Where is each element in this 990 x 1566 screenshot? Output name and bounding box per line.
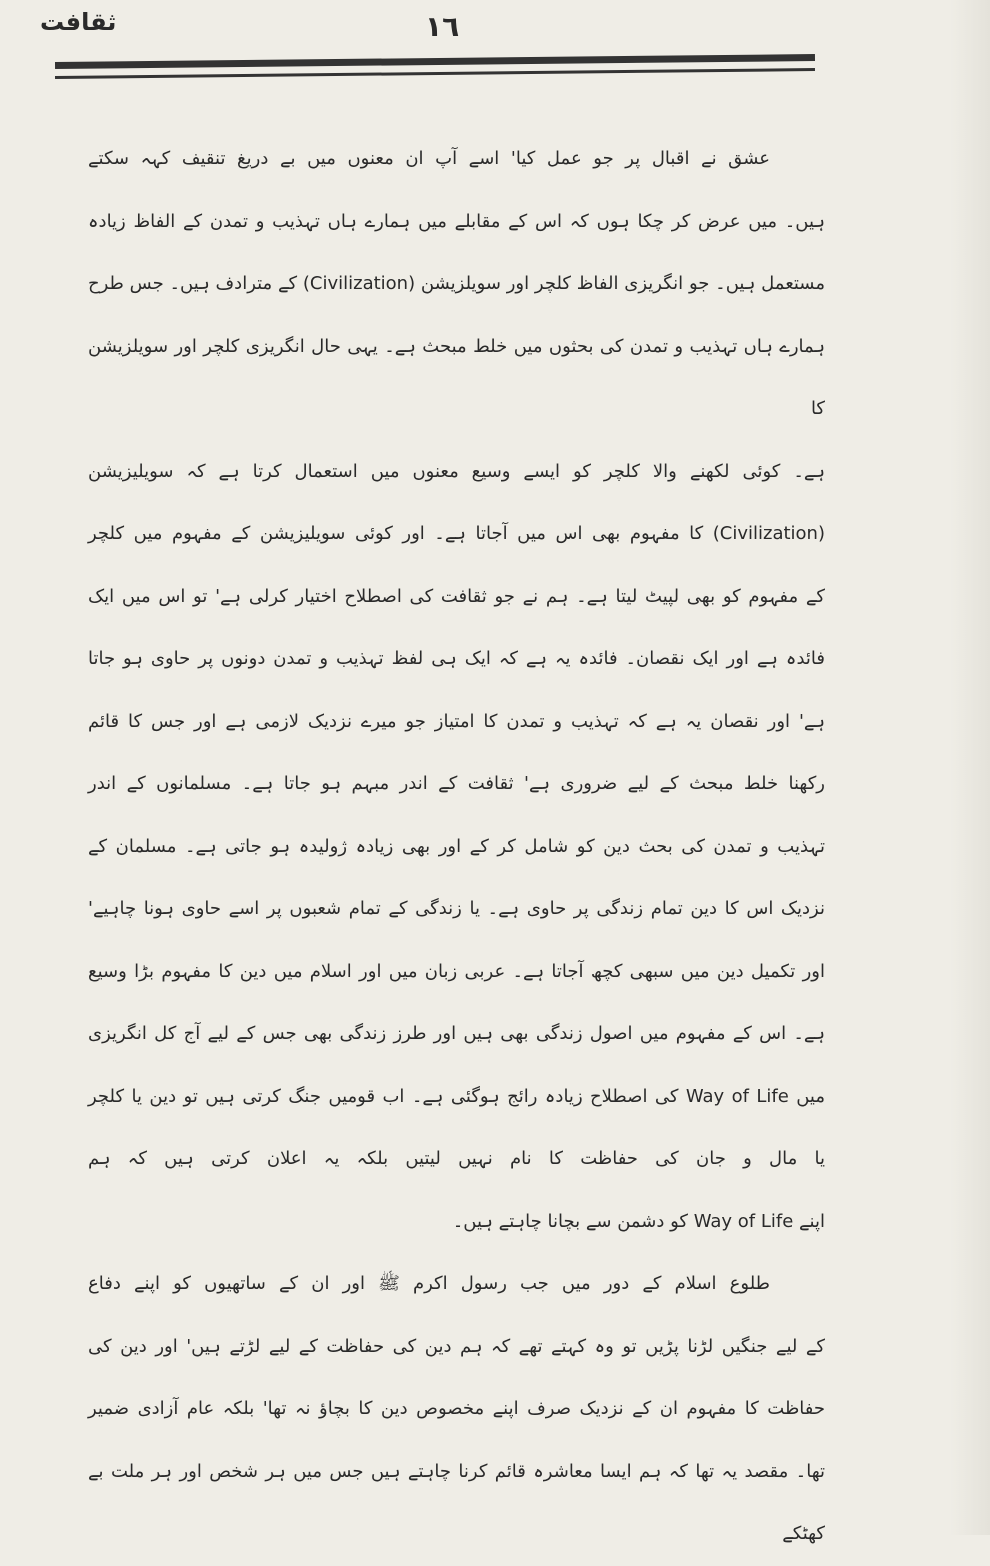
page-number: ١٦ [425, 10, 460, 43]
text-line: عشق نے اقبال پر جو عمل کیا' اسے آپ ان معنوں میں بے دریغ تنقیف کہہ سکتے [88, 148, 770, 169]
text-line: نزدیک اس کا دین تمام زندگی پر حاوی ہے۔ یا زندگی کے تمام شعبوں پر اسے حاوی ہونا چاہیے' [88, 898, 825, 919]
text-line: (Civilization) کا مفہوم بھی اس میں آجاتا ہے۔ اور کوئی سویلیزیشن کے مفہوم میں کلچر [88, 523, 825, 544]
text-line: ہے' اور نقصان یہ ہے کہ تہذیب و تمدن کا امتیاز جو میرے نزدیک لازمی ہے اور جس کا قائم [88, 710, 825, 732]
text-line: کے مفہوم کو بھی لپیٹ لیتا ہے۔ ہم نے جو ثقافت کی اصطلاح اختیار کرلی ہے' تو اس میں ایک [88, 585, 825, 607]
text-line: رکھنا خلط مبحث کے لیے ضروری ہے' ثقافت کے اندر مبہم ہو جاتا ہے۔ مسلمانوں کے اندر [88, 773, 825, 794]
text-line: حفاظت کا مفہوم ان کے نزدیک صرف اپنے مخصوص دین کا بچاؤ نہ تھا' بلکہ عام آزادی ضمیر [88, 1398, 825, 1419]
running-header-title: ثقافت [40, 8, 117, 36]
text-line: اپنے Way of Life کو دشمن سے بچانا چاہتے ہیں۔ [452, 1210, 825, 1232]
text-line: ہے۔ اس کے مفہوم میں اصول زندگی بھی ہیں اور طرز زندگی بھی جس کے لیے آج کل انگریزی [88, 1023, 825, 1044]
text-line: طلوع اسلام کے دور میں جب رسول اکرم ﷺ اور ان کے ساتھیوں کو اپنے دفاع [88, 1273, 770, 1294]
text-line: یا مال و جان کی حفاظت کا نام نہیں لیتیں بلکہ یہ اعلان کرتی ہیں کہ ہم [88, 1148, 825, 1169]
text-line: کے لیے جنگیں لڑنا پڑیں تو وہ کہتے تھے کہ ہم دین کی حفاظت کے لیے لڑتے ہیں' اور دین کی [88, 1335, 825, 1357]
text-line: تھا۔ مقصد یہ تھا کہ ہم ایسا معاشرہ قائم کرنا چاہتے ہیں جس میں ہر شخص اور ہر ملت بے کھٹکے [88, 1460, 825, 1544]
text-line: فائدہ ہے اور ایک نقصان۔ فائدہ یہ ہے کہ ایک ہی لفظ تہذیب و تمدن دونوں پر حاوی ہو جاتا [88, 648, 825, 669]
page-edge-shadow [950, 0, 990, 1535]
body-text [88, 128, 825, 1566]
text-line: مستعمل ہیں۔ جو انگریزی الفاظ کلچر اور سویلزیشن (Civilization) کے مترادف ہیں۔ جس طرح [88, 273, 826, 294]
text-line: میں Way of Life کی اصطلاح زیادہ رائج ہوگئی ہے۔ اب قومیں جنگ کرتی ہیں تو دین یا کلچر [88, 1085, 826, 1107]
text-line: ہے۔ کوئی لکھنے والا کلچر کو ایسے وسیع معنوں میں استعمال کرتا ہے کہ سویلیزیشن [88, 460, 825, 482]
text-line: اور تکمیل دین میں سبھی کچھ آجاتا ہے۔ عربی زبان میں اور اسلام میں دین کا مفہوم بڑا وسیع [88, 960, 825, 982]
text-line: ہیں۔ میں عرض کر چکا ہوں کہ اس کے مقابلے میں ہمارے ہاں تہذیب و تمدن کے الفاظ زیادہ [88, 210, 825, 232]
text-line: تہذیب و تمدن کی بحث دین کو شامل کر کے اور بھی زیادہ ژولیدہ ہو جاتی ہے۔ مسلمان کے [88, 835, 825, 857]
text-line: ہمارے ہاں تہذیب و تمدن کی بحثوں میں خلط مبحث ہے۔ یہی حال انگریزی کلچر اور سویلزیشن کا [88, 335, 825, 419]
header-rule-thin [55, 68, 815, 79]
header-rule-thick [55, 54, 815, 69]
